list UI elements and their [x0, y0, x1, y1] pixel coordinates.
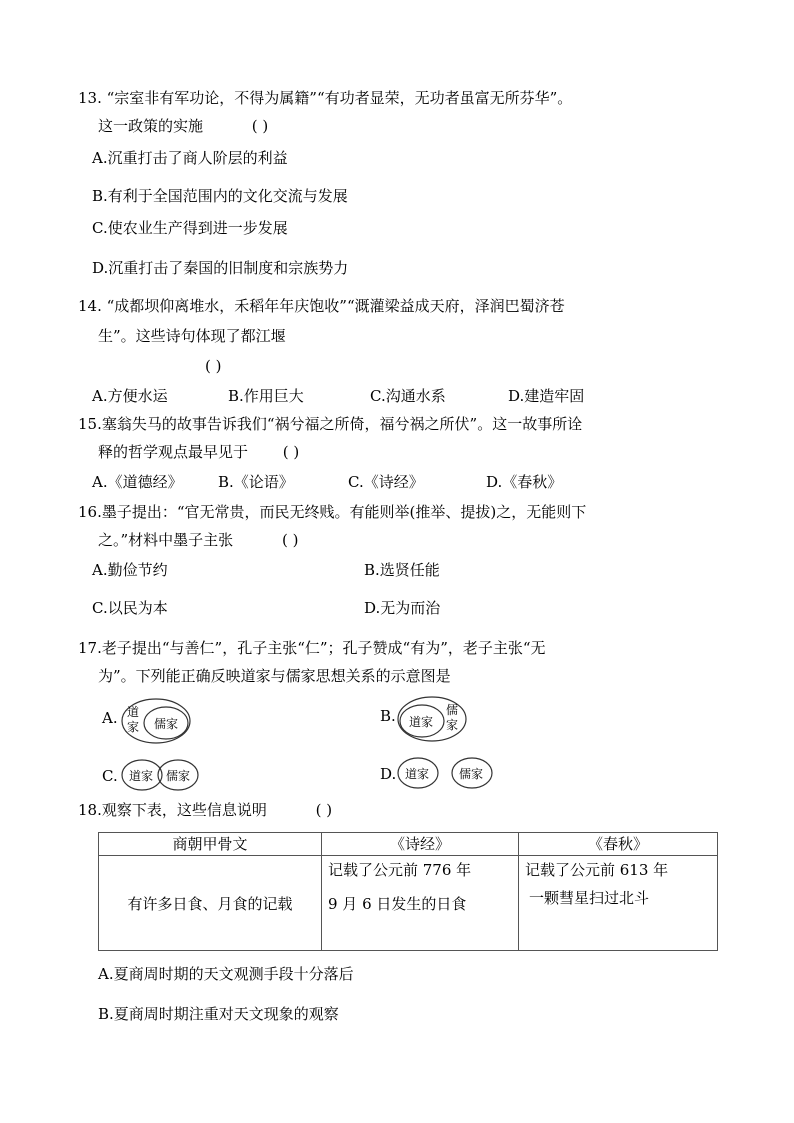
q17-c-right-label: 儒家	[166, 769, 191, 783]
q16-stem-line2	[98, 530, 298, 550]
q17-diagram-a[interactable]	[120, 697, 192, 745]
q15-option-c[interactable]: C.《诗经》	[348, 473, 424, 491]
q14-stem-line2: 生”。这些诗句体现了都江堰	[98, 327, 286, 345]
q13-stem-line2	[98, 116, 268, 136]
q15-stem-text: 释的哲学观点最早见于	[98, 443, 249, 461]
q13-stem-line1: 13. “宗室非有军功论，不得为属籍”“有功者显荣，无功者虽富无所芬华”。	[78, 89, 573, 107]
q17-a-inner-label: 儒家	[154, 717, 179, 731]
q17-stem-line1: 17.老子提出“与善仁”，孔子主张“仁”；孔子赞成“有为”，老子主张“无	[78, 639, 546, 657]
q17-a-outer-label-1: 道	[127, 705, 140, 719]
table-cell-shijing	[322, 856, 519, 951]
q14-option-c[interactable]: C.沟通水系	[370, 387, 446, 405]
table-cell-chunqiu-line1: 记载了公元前 613 年	[525, 861, 669, 879]
q17-diagram-b[interactable]	[396, 695, 468, 743]
q18-option-a[interactable]: A.夏商周时期的天文观测手段十分落后	[98, 965, 354, 983]
q16-stem-text: 之。”材料中墨子主张	[98, 531, 234, 549]
q17-option-c-letter[interactable]: C.	[102, 767, 118, 785]
q17-b-outer-label-1: 儒	[446, 703, 459, 717]
table-cell-shijing-line2: 9 月 6 日发生的日食	[328, 895, 467, 913]
q16-option-d[interactable]: D.无为而治	[364, 599, 441, 617]
q15-option-a[interactable]: A.《道德经》	[92, 473, 183, 491]
table-cell-oracle: 有许多日食、月食的记载	[99, 856, 322, 951]
q14-stem-line1: 14. “成都坝仰离堆水，禾稻年年庆饱收”“溉灌梁益成天府，泽润巴蜀济苍	[78, 297, 565, 315]
q14-option-a[interactable]: A.方便水运	[92, 387, 168, 405]
q17-option-d-letter[interactable]: D.	[380, 765, 397, 783]
q17-d-left-label: 道家	[405, 767, 430, 781]
q18-answer-blank[interactable]: ( )	[315, 801, 333, 819]
q17-c-left-label: 道家	[129, 769, 154, 783]
q13-option-b[interactable]: B.有利于全国范围内的文化交流与发展	[92, 187, 348, 205]
q16-option-c[interactable]: C.以民为本	[92, 599, 168, 617]
table-cell-chunqiu-line2: 一颗彗星扫过北斗	[529, 889, 650, 907]
q16-option-a[interactable]: A.勤俭节约	[92, 561, 168, 579]
q16-option-b[interactable]: B.选贤任能	[364, 561, 440, 579]
q18-table	[98, 832, 718, 951]
q18-stem-line1	[78, 800, 332, 820]
q13-option-c[interactable]: C.使农业生产得到进一步发展	[92, 219, 288, 237]
q17-a-outer-label-2: 家	[127, 720, 140, 734]
q13-option-a[interactable]: A.沉重打击了商人阶层的利益	[92, 149, 288, 167]
q14-answer-blank[interactable]: ( )	[205, 357, 222, 375]
table-header-row	[99, 833, 718, 856]
q18-option-b[interactable]: B.夏商周时期注重对天文现象的观察	[98, 1005, 339, 1023]
q17-b-outer-label-2: 家	[446, 718, 459, 732]
q14-option-b[interactable]: B.作用巨大	[228, 387, 304, 405]
q15-stem-line2	[98, 442, 299, 462]
table-header-shijing: 《诗经》	[322, 833, 519, 856]
q15-answer-blank[interactable]: ( )	[282, 443, 300, 461]
q17-d-right-label: 儒家	[459, 767, 484, 781]
q16-stem-line1: 16.墨子提出：“官无常贵，而民无终贱。有能则举(推举、提拔)之，无能则下	[78, 503, 587, 521]
q13-answer-blank[interactable]: ( )	[251, 117, 269, 135]
table-header-chunqiu: 《春秋》	[519, 833, 718, 856]
q15-stem-line1: 15.塞翁失马的故事告诉我们“祸兮福之所倚，福兮祸之所伏”。这一故事所诠	[78, 415, 583, 433]
q17-b-inner-label: 道家	[409, 715, 434, 729]
table-header-oracle: 商朝甲骨文	[99, 833, 322, 856]
q14-option-d[interactable]: D.建造牢固	[508, 387, 585, 405]
q16-answer-blank[interactable]: ( )	[281, 531, 299, 549]
q17-diagram-c[interactable]	[120, 758, 202, 794]
q18-stem-text: 18.观察下表，这些信息说明	[78, 801, 267, 819]
q17-option-b-letter[interactable]: B.	[380, 707, 396, 725]
q17-option-a-letter[interactable]: A.	[102, 709, 118, 727]
table-cell-shijing-line1: 记载了公元前 776 年	[328, 861, 472, 879]
q13-stem-text: 这一政策的实施	[98, 117, 204, 135]
q17-stem-line2: 为”。下列能正确反映道家与儒家思想关系的示意图是	[98, 667, 451, 685]
q13-option-d[interactable]: D.沉重打击了秦国的旧制度和宗族势力	[92, 259, 349, 277]
q15-option-d[interactable]: D.《春秋》	[486, 473, 563, 491]
q15-option-b[interactable]: B.《论语》	[218, 473, 294, 491]
q17-diagram-d[interactable]	[396, 756, 496, 792]
table-cell-chunqiu	[519, 856, 718, 951]
table-row	[99, 856, 718, 951]
